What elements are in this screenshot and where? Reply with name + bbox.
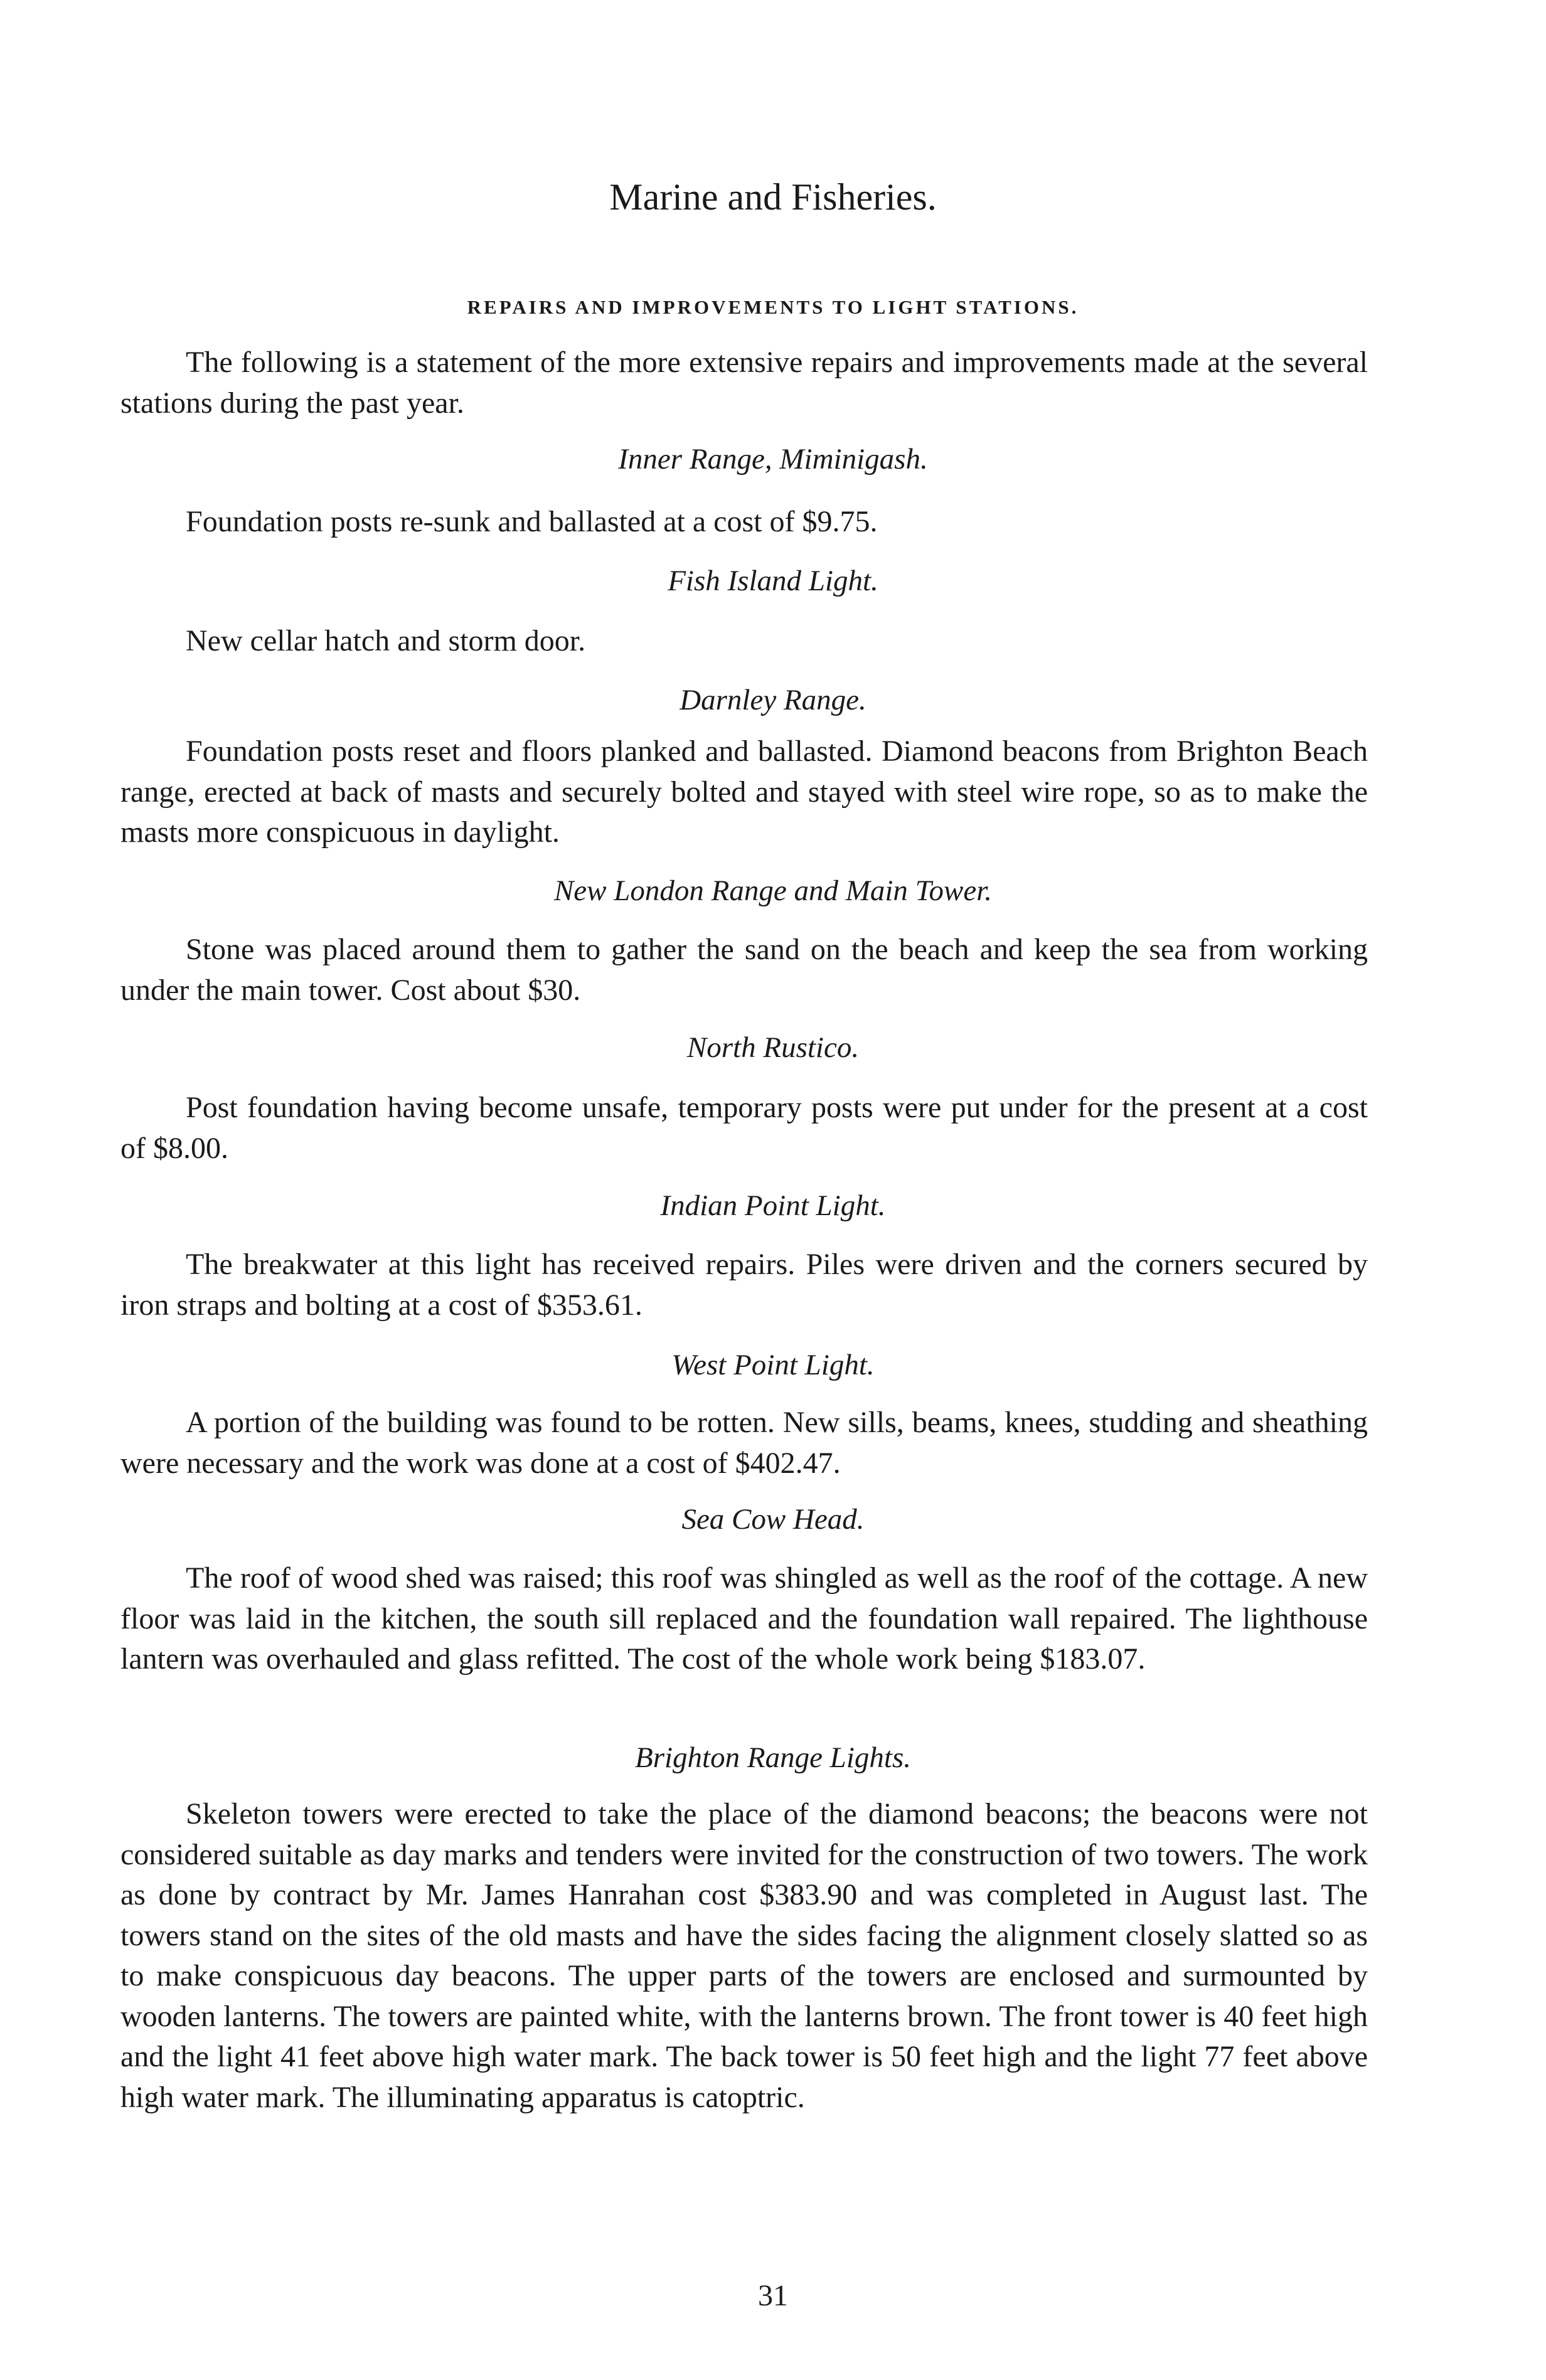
entry-title-north-rustico: North Rustico. [686,1031,860,1064]
entry-title-sea-cow-head: Sea Cow Head. [681,1503,865,1536]
page-number: 31 [758,2279,788,2312]
entry-title-inner-range: Inner Range, Miminigash. [618,443,928,475]
entry-title-west-point: West Point Light. [671,1349,875,1381]
entry-text-fish-island: New cellar hatch and storm door. [186,624,586,657]
entry-text-north-rustico: Post foundation having become unsafe, temporary posts were put under for the present at a cost of $8.00. [120,1091,1368,1165]
section-heading: REPAIRS AND IMPROVEMENTS TO LIGHT STATIONS. [467,296,1079,318]
entry-title-indian-point: Indian Point Light. [660,1189,886,1222]
entry-text-indian-point: The breakwater at this light has received repairs. Piles were driven and the corners secured by iron straps and bolting at a cost of $353.61. [120,1248,1368,1322]
entry-text-brighton-range: Skeleton towers were erected to take the place of the diamond beacons; the beacons were not considered suitable as day marks and tenders were invited for the construction of two towers. The work as done by contract by Mr. James Hanrahan cost $383.90 and was completed in August last. The towers stand on the sites of the old masts and have the sides facing the alignment closely slatted so as to make conspicuous day beacons. The upper parts of the towers are enclosed and surmounted by wooden lanterns. The towers are painted white, with the lanterns brown. The front tower is 40 feet high and the light 41 feet above high water mark. The back tower is 50 feet high and the light 77 feet above high water mark. The illuminating apparatus is catoptric. [120,1797,1368,2114]
entry-text-darnley-range: Foundation posts reset and floors planked and ballasted. Diamond beacons from Brighton Beach range, erected at back of masts and securely bolted and stayed with steel wire rope, so as to make the masts more conspicuous in daylight. [120,735,1368,849]
running-head: Marine and Fisheries. [609,176,937,218]
entry-title-brighton-range: Brighton Range Lights. [635,1741,911,1774]
entry-text-inner-range: Foundation posts re-sunk and ballasted at a cost of $9.75. [186,505,878,538]
intro-paragraph: The following is a statement of the more extensive repairs and improvements made at the several stations during the past year. [120,346,1368,420]
entry-title-new-london: New London Range and Main Tower. [553,874,993,907]
entry-text-new-london: Stone was placed around them to gather the sand on the beach and keep the sea from working under the main tower. Cost about $30. [120,933,1368,1007]
entry-text-west-point: A portion of the building was found to be rotten. New sills, beams, knees, studding and sheathing were necessary and the work was done at a cost of $402.47. [120,1406,1368,1480]
entry-text-sea-cow-head: The roof of wood shed was raised; this roof was shingled as well as the roof of the cottage. A new floor was laid in the kitchen, the south sill replaced and the foundation wall repaired. The lighthouse lantern was overhauled and glass refitted. The cost of the whole work being $183.07. [120,1561,1368,1676]
entry-title-fish-island: Fish Island Light. [668,565,878,597]
entry-title-darnley-range: Darnley Range. [680,684,866,716]
